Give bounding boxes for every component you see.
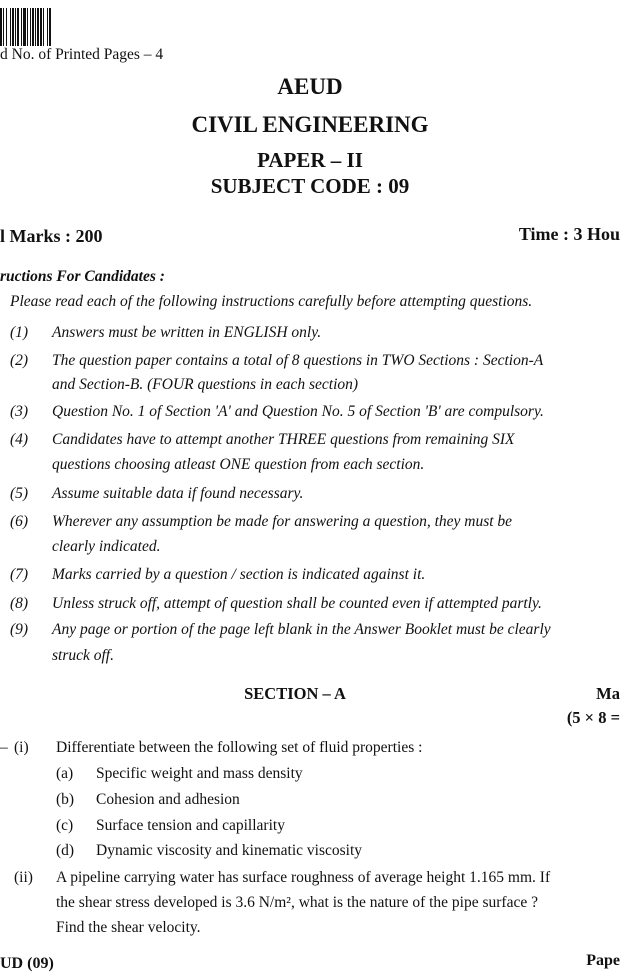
instruction-text: and Section-B. (FOUR questions in each section): [52, 376, 359, 393]
barcode-bar: [49, 8, 51, 46]
part-text: Specific weight and mass density: [96, 765, 303, 782]
instruction-text: Candidates have to attempt another THREE questions from remaining SIX: [52, 431, 515, 448]
instruction-text: Answers must be written in ENGLISH only.: [52, 324, 322, 341]
footer-right: Pape: [586, 952, 620, 969]
instruction-number: (7): [10, 566, 29, 583]
part-text: Dynamic viscosity and kinematic viscosity: [96, 842, 363, 859]
instructions-intro: Please read each of the following instructions carefully before attempting questions.: [10, 293, 533, 310]
question-ii-line-3: Find the shear velocity.: [56, 919, 201, 936]
instruction-text: Question No. 1 of Section 'A' and Question No. 5 of Section 'B' are compulsory.: [52, 403, 544, 420]
instruction-text: Marks carried by a question / section is indicated against it.: [52, 566, 426, 583]
part-text: Cohesion and adhesion: [96, 791, 240, 808]
part-label: (d): [56, 842, 75, 859]
paper-title: PAPER – II: [257, 148, 363, 172]
instruction-number: (6): [10, 513, 29, 530]
instruction-text: struck off.: [52, 647, 114, 664]
exam-code: AEUD: [277, 74, 343, 99]
question-dash: –: [0, 739, 8, 756]
question-i-number: (i): [14, 739, 29, 756]
total-marks: l Marks : 200: [0, 226, 103, 246]
instruction-text: questions choosing atleast ONE question from each section.: [52, 456, 425, 473]
instruction-number: (2): [10, 352, 29, 369]
section-marks-formula: (5 × 8 =: [566, 708, 620, 727]
part-label: (a): [56, 765, 74, 782]
instruction-text: Assume suitable data if found necessary.: [52, 485, 304, 502]
part-label: (b): [56, 791, 75, 808]
instruction-number: (1): [10, 324, 29, 341]
instruction-text: Unless struck off, attempt of question shall be counted even if attempted partly.: [52, 595, 542, 612]
question-i-text: Differentiate between the following set of fluid properties :: [56, 739, 423, 756]
instruction-text: The question paper contains a total of 8 questions in TWO Sections : Section-A: [52, 352, 544, 369]
question-ii-line-1: A pipeline carrying water has surface roughness of average height 1.165 mm. If: [56, 869, 551, 886]
instruction-text: Any page or portion of the page left blank in the Answer Booklet must be clearly: [52, 621, 551, 638]
question-ii-number: (ii): [14, 869, 33, 886]
barcode: [0, 8, 78, 46]
time-allowed: Time : 3 Hou: [518, 224, 620, 244]
subject-code: SUBJECT CODE : 09: [210, 174, 410, 198]
instruction-text: Wherever any assumption be made for answering a question, they must be: [52, 513, 513, 530]
instruction-number: (3): [10, 403, 29, 420]
part-label: (c): [56, 817, 74, 834]
instruction-number: (8): [10, 595, 29, 612]
subject-title: CIVIL ENGINEERING: [191, 112, 429, 137]
instruction-text: clearly indicated.: [52, 538, 161, 555]
instruction-number: (5): [10, 485, 29, 502]
instruction-number: (9): [10, 621, 29, 638]
section-marks-label: Ma: [596, 684, 620, 703]
footer-left: UD (09): [0, 955, 54, 972]
part-text: Surface tension and capillarity: [96, 817, 285, 834]
question-ii-line-2: the shear stress developed is 3.6 N/m², what is the nature of the pipe surface ?: [56, 894, 538, 911]
instruction-number: (4): [10, 431, 29, 448]
section-title: SECTION – A: [244, 684, 346, 703]
printed-pages: d No. of Printed Pages – 4: [0, 46, 164, 63]
instructions-heading: ructions For Candidates :: [0, 268, 165, 285]
